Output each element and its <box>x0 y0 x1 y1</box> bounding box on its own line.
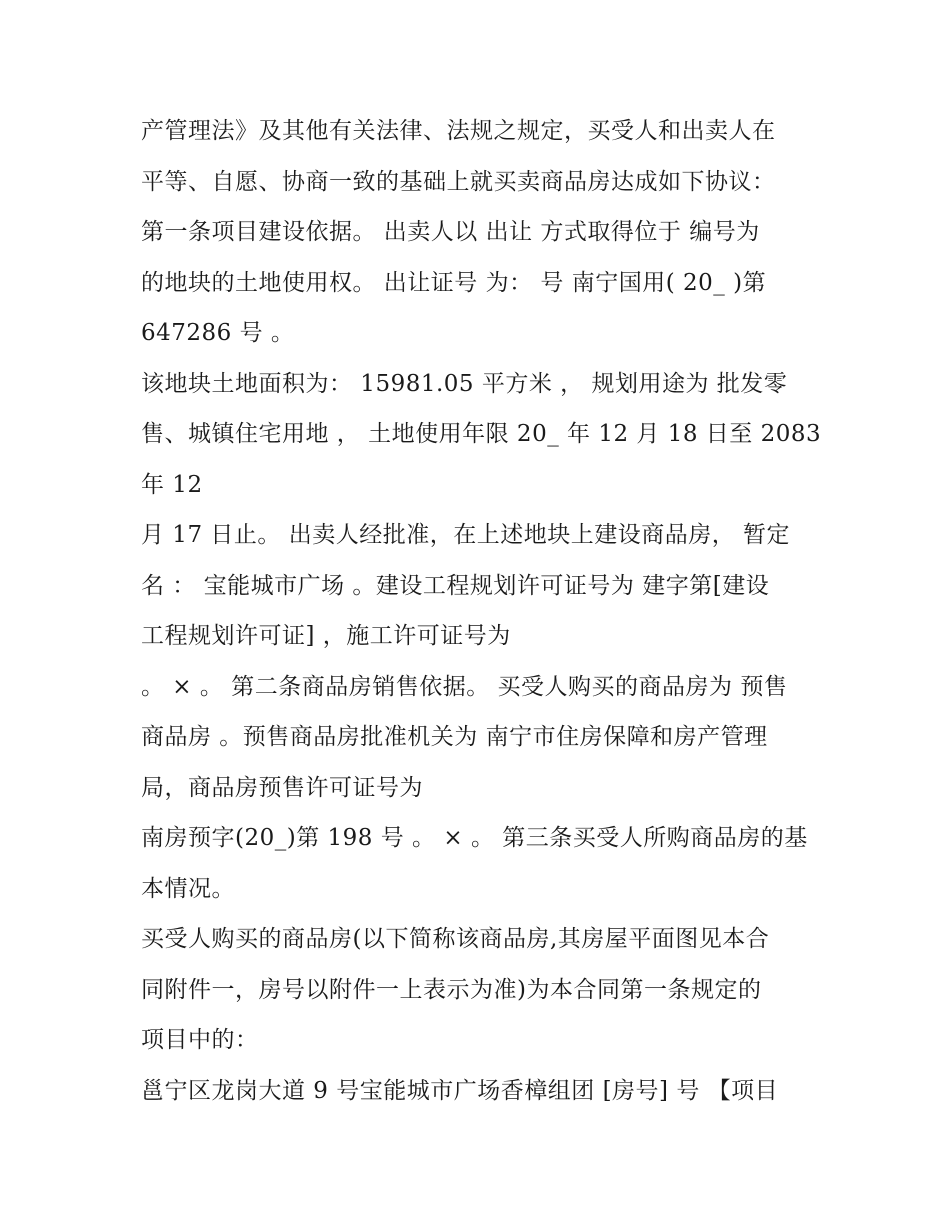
text-line: 名 ： 宝能城市广场 。建设工程规划许可证号为 建字第[建设 <box>141 572 770 599</box>
text-line: 年 12 <box>141 471 203 498</box>
text-line: 邕宁区龙岗大道 9 号宝能城市广场香樟组团 [房号] 号 【项目 <box>141 1077 779 1104</box>
text-line: 买受人购买的商品房(以下简称该商品房,其房屋平面图见本合 <box>141 926 770 952</box>
text-line: 商品房 。预售商品房批准机关为 南宁市住房保障和房产管理 <box>141 724 768 750</box>
text-line: 647286 号 。 <box>141 320 295 346</box>
text-line: 局，商品房预售许可证号为 <box>141 774 423 801</box>
text-line: 第一条项目建设依据。 出卖人以 出让 方式取得位于 编号为 <box>141 219 760 245</box>
text-line: 南房预字(20_)第 198 号 。 × 。 第三条买受人所购商品房的基 <box>141 825 808 851</box>
text-line: 该地块土地面积为： 15981.05 平方米 ， 规划用途为 批发零 <box>141 370 788 397</box>
text-line: 项目中的： <box>141 1027 259 1053</box>
text-line: 本情况。 <box>141 875 235 902</box>
text-line: 月 17 日止。 出卖人经批准，在上述地块上建设商品房， 暂定 <box>141 522 791 548</box>
text-line: 售、城镇住宅用地 ， 土地使用年限 20_ 年 12 月 18 日至 2083 <box>141 421 822 447</box>
text-line: 平等、自愿、协商一致的基础上就买卖商品房达成如下协议： <box>141 168 776 195</box>
contract-text <box>141 106 821 1116</box>
text-line: 产管理法》及其他有关法律、法规之规定，买受人和出卖人在 <box>141 118 776 144</box>
text-line: 。 × 。 第二条商品房销售依据。 买受人购买的商品房为 预售 <box>141 673 788 700</box>
text-line: 工程规划许可证] ，施工许可证号为 <box>141 623 511 649</box>
text-line: 同附件一，房号以附件一上表示为准)为本合同第一条规定的 <box>141 976 762 1003</box>
text-line: 的地块的土地使用权。 出让证号 为： 号 南宁国用( 20_ )第 <box>141 269 767 296</box>
